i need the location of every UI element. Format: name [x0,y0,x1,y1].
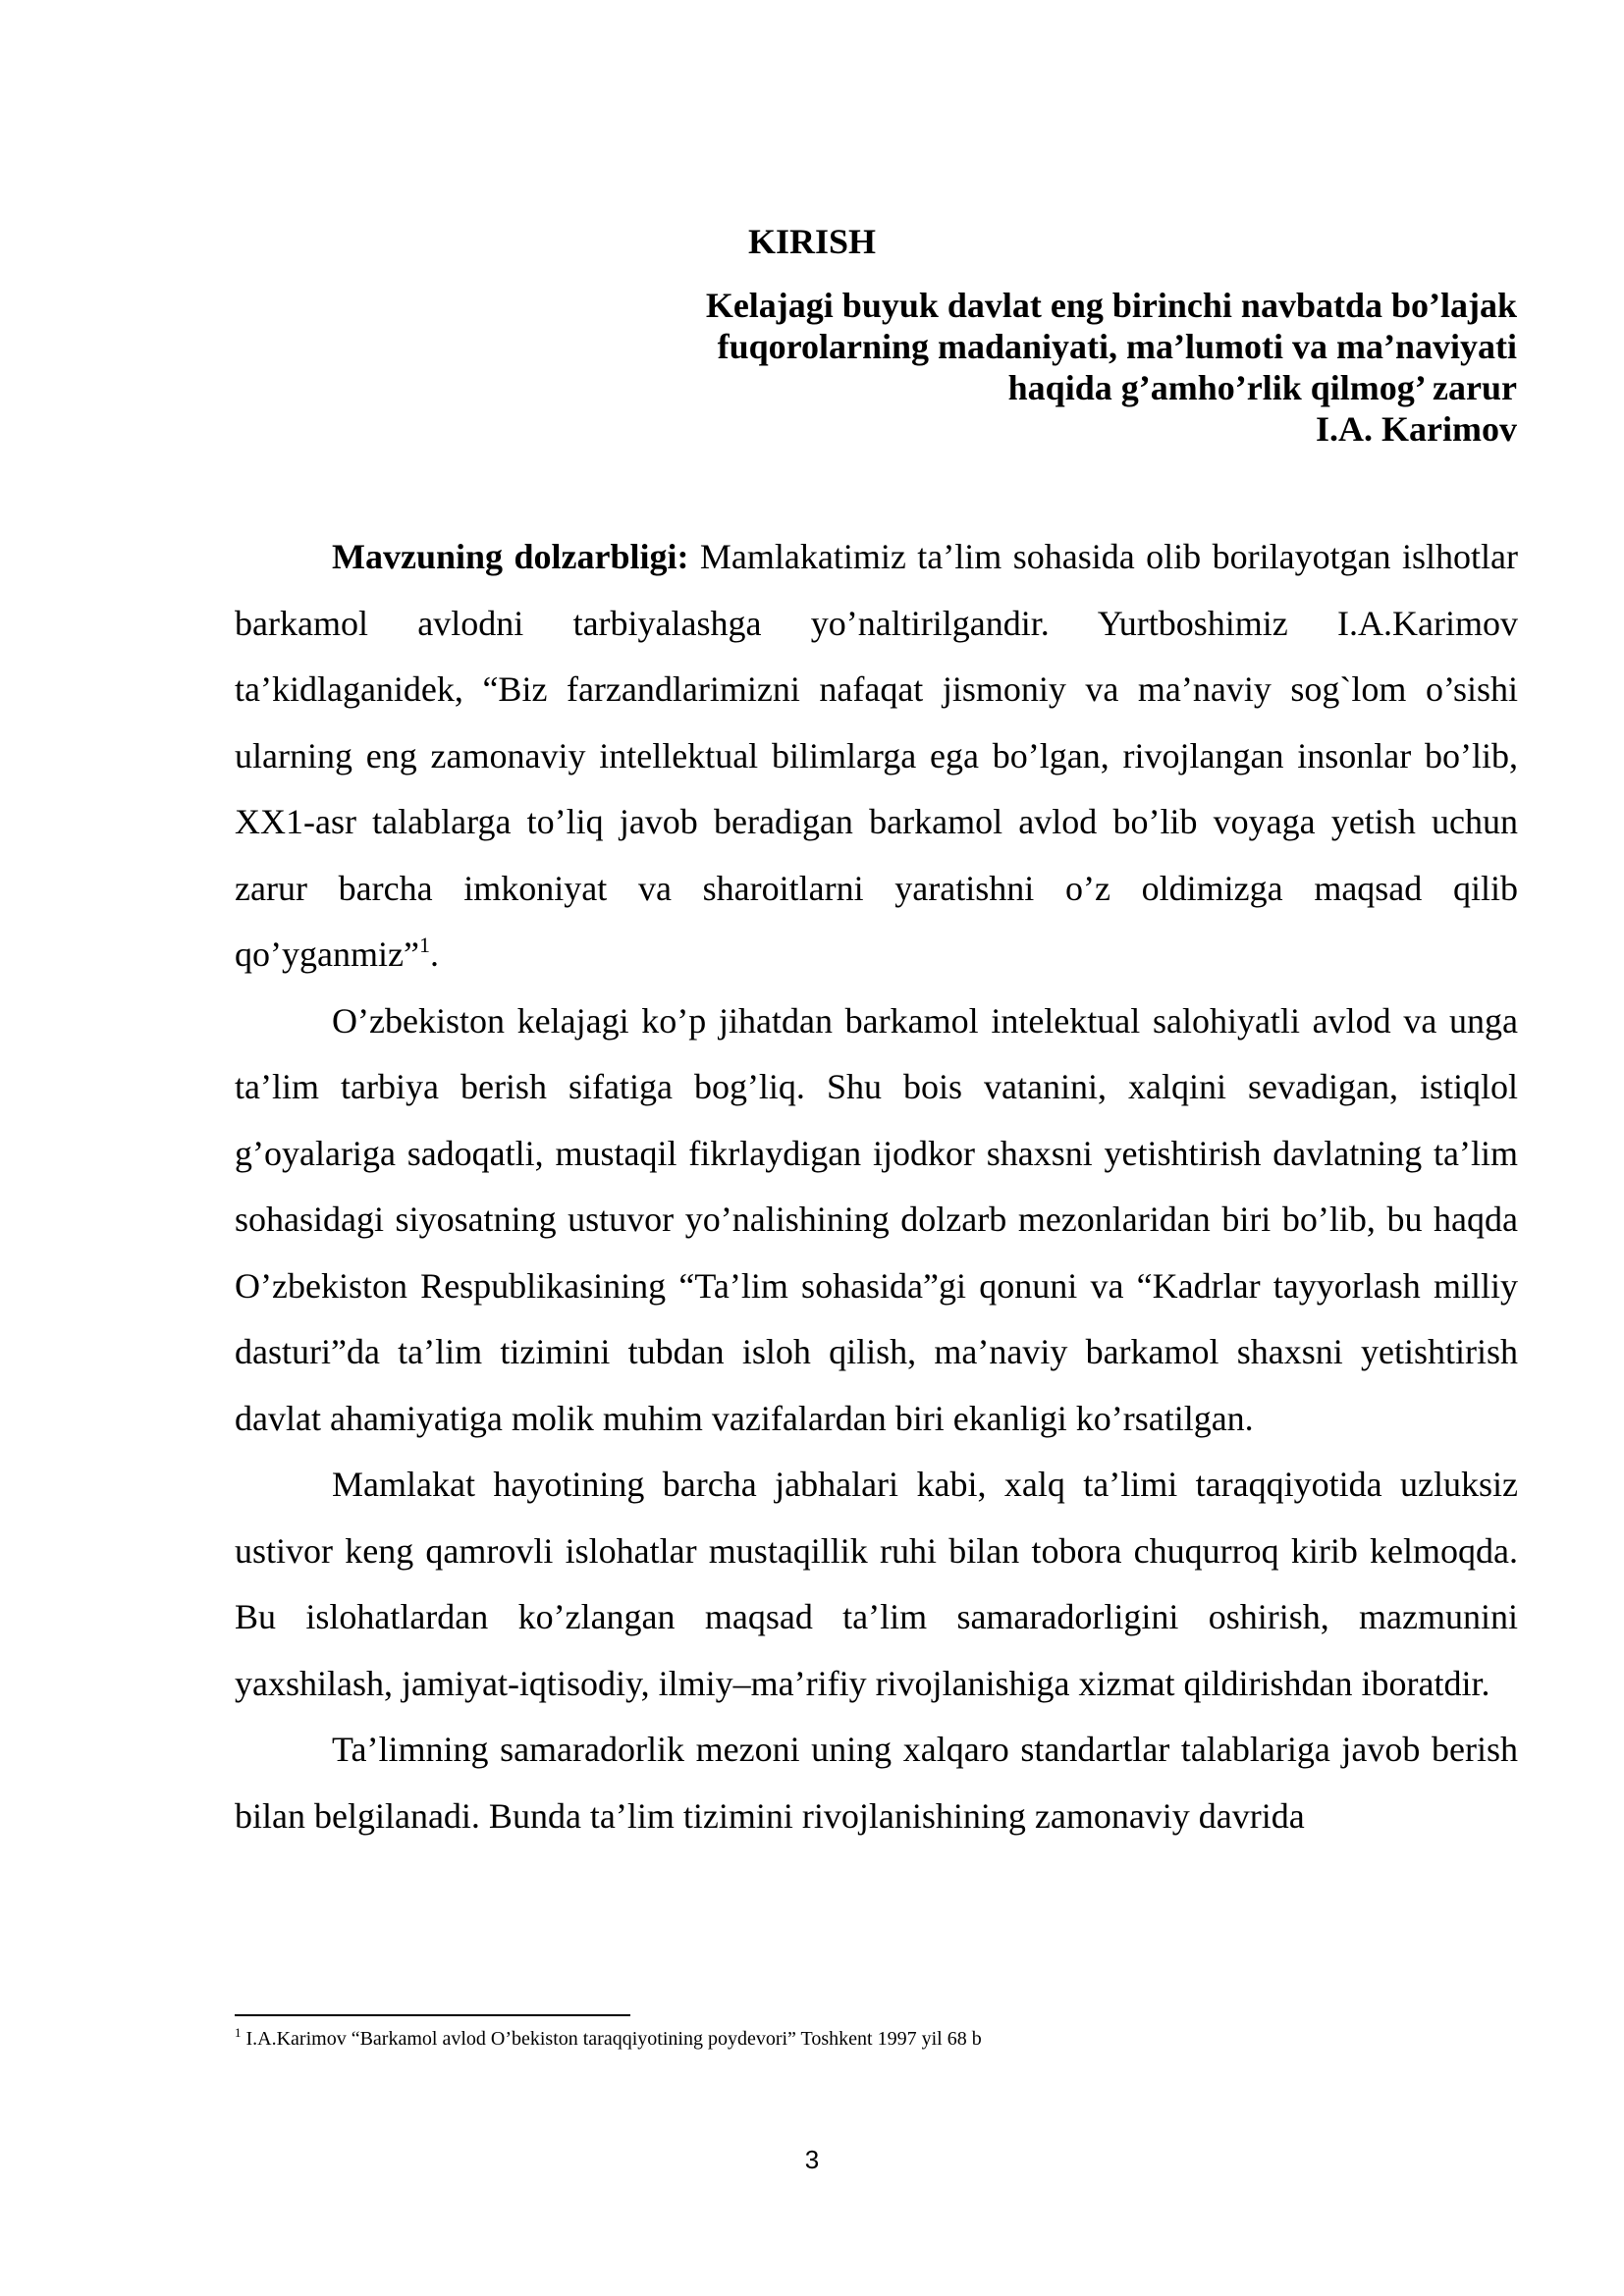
page-title: KIRISH [747,222,877,261]
paragraph-text: Ta’limning samaradorlik mezoni uning xalqaro standartlar talablariga javob berish bilan belgilanadi. Bunda ta’lim tizimini rivojlanishining zamonaviy davrida [235,1730,1518,1836]
body-text [235,524,1518,1849]
paragraph-text: Mamlakatimiz ta’lim sohasida olib borilayotgan islhotlar barkamol avlodni tarbiyalashga yo’naltirilgandir. Yurtboshimiz I.A.Karimov ta’kidlaganidek, “Biz farzandlarimizni nafaqat jismoniy va ma’naviy sog`lom o’sishi ularning eng zamonaviy intellektual bilimlarga ega bo’lgan, rivojlangan insonlar bo’lib, XX1-asr talablarga to’liq javob beradigan barkamol avlod bo’lib voyaga yetish uchun zarur barcha imkoniyat va sharoitlarni yaratishni o’z oldimizga maqsad qilib qo’yganmiz” [235,537,1518,974]
paragraph-tail: . [429,934,439,974]
epigraph-line: Kelajagi buyuk davlat eng birinchi navbatda bo’lajak [705,286,1517,325]
epigraph [550,285,1517,450]
paragraph [235,1717,1518,1849]
epigraph-line: haqida g’amho’rlik qilmog’ zarur [1007,368,1517,407]
paragraph-lead: Mavzuning dolzarbligi: [332,537,689,576]
paragraph-text: O’zbekiston kelajagi ko’p jihatdan barkamol intelektual salohiyatli avlod va unga ta’lim tarbiya berish sifatiga bog’liq. Shu bois vatanini, xalqini sevadigan, istiqlol g’oyalariga sadoqatli, mustaqil fikrlaydigan ijodkor shaxsni yetishtirish davlatning ta’lim sohasidagi siyosatning ustuvor yo’nalishining dolzarb mezonlaridan biri bo’lib, bu haqda O’zbekiston Respublikasining “Ta’lim sohasida”gi qonuni va “Kadrlar tayyorlash milliy dasturi”da ta’lim tizimini tubdan isloh qilish, ma’naviy barkamol shaxsni yetishtirish davlat ahamiyatiga molik muhim vazifalardan biri ekanligi ko’rsatilgan. [235,1000,1518,1438]
paragraph [235,1452,1518,1717]
paragraph-text: Mamlakat hayotining barcha jabhalari kabi, xalq ta’limi taraqqiyotida uzluksiz ustivor keng qamrovli islohatlar mustaqillik ruhi bilan tobora chuqurroq kirib kelmoqda. Bu islohatlardan ko’zlangan maqsad ta’lim samaradorligini oshirish, mazmunini yaxshilash, jamiyat-iqtisodiy, ilmiy–ma’rifiy rivojlanishiga xizmat qildirishdan iboratdir. [235,1465,1518,1703]
epigraph-author: I.A. Karimov [1316,409,1517,449]
footnote-reference[interactable]: 1 [418,933,430,957]
footnote-text: I.A.Karimov “Barkamol avlod O’bekiston taraqqiyotining poydevori” Toshkent 1997 yil 68 b [245,2028,982,2050]
footnote [235,2026,1518,2052]
paragraph [235,988,1518,1453]
footnote-separator [235,2014,630,2016]
epigraph-line: fuqorolarning madaniyati, ma’lumoti va ma’naviyati [717,327,1517,366]
paragraph [235,524,1518,988]
page-number: 3 [804,2145,820,2174]
footnote-marker: 1 [235,2025,242,2040]
